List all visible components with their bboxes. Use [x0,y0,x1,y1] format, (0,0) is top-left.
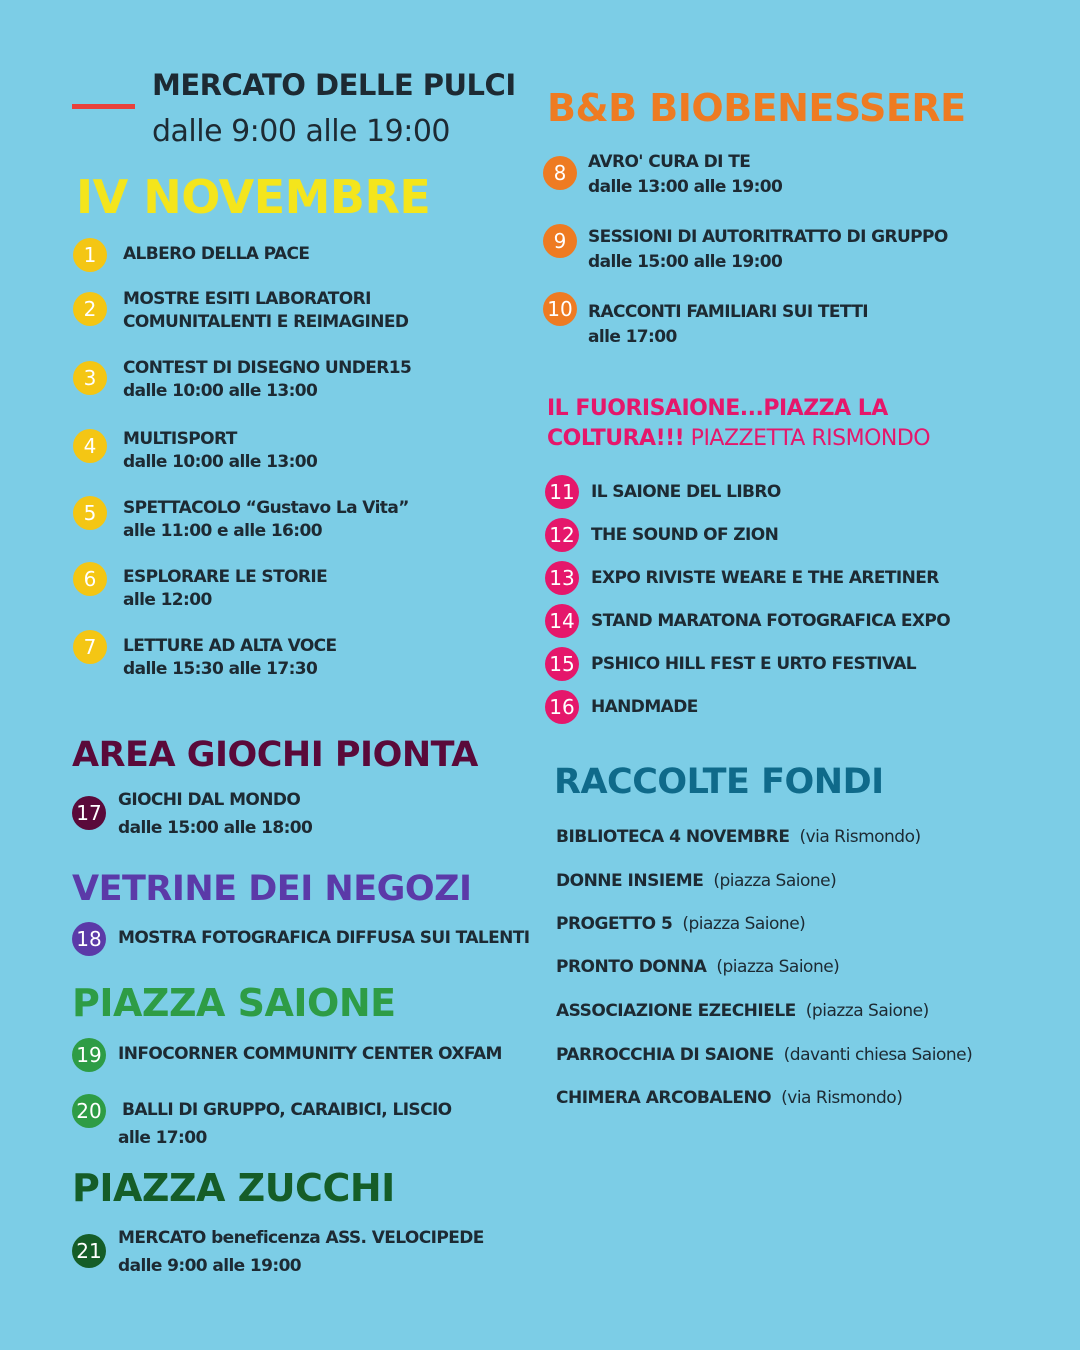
number-badge: 14 [545,604,579,638]
list-item: PROGETTO 5 (piazza Saione) [556,914,806,934]
mercato-time: dalle 9:00 alle 19:00 [152,114,450,149]
piazza-saione-heading: PIAZZA SAIONE [72,981,396,1025]
list-item: BIBLIOTECA 4 NOVEMBRE (via Rismondo) [556,827,921,847]
list-item: IL SAIONE DEL LIBRO [591,482,781,502]
number-badge: 8 [543,156,577,190]
number-badge: 17 [72,796,106,830]
list-item: SPETTACOLO “Gustavo La Vita” alle 11:00 e alle 16:00 [123,498,409,541]
number-badge: 2 [73,292,107,326]
piazza-zucchi-heading: PIAZZA ZUCCHI [72,1166,395,1210]
bb-heading: B&B BIOBENESSERE [547,86,966,130]
list-item: LETTURE AD ALTA VOCE dalle 15:30 alle 17:30 [123,636,337,679]
area-giochi-heading: AREA GIOCHI PIONTA [72,735,478,775]
fuorisaione-heading: IL FUORISAIONE...PIAZZA LA COLTURA!!! PIAZZETTA RISMONDO [547,396,931,451]
number-badge: 19 [72,1038,106,1072]
list-item: HANDMADE [591,697,698,717]
number-badge: 10 [543,292,577,326]
number-badge: 4 [73,429,107,463]
list-item: CHIMERA ARCOBALENO (via Rismondo) [556,1088,903,1108]
list-item: CONTEST DI DISEGNO UNDER15 dalle 10:00 alle 13:00 [123,358,412,401]
list-item: MOSTRA FOTOGRAFICA DIFFUSA SUI TALENTI [118,928,530,948]
list-item: RACCONTI FAMILIARI SUI TETTI alle 17:00 [588,302,869,347]
mercato-title: MERCATO DELLE PULCI [152,68,516,102]
list-item: ASSOCIAZIONE EZECHIELE (piazza Saione) [556,1001,929,1021]
number-badge: 13 [545,561,579,595]
list-item: MULTISPORT dalle 10:00 alle 13:00 [123,429,318,472]
number-badge: 16 [545,690,579,724]
list-item: MOSTRE ESITI LABORATORI COMUNITALENTI E REIMAGINED [123,289,409,332]
red-dash-decoration [72,104,135,109]
list-item: INFOCORNER COMMUNITY CENTER OXFAM [118,1044,502,1064]
raccolte-heading: RACCOLTE FONDI [554,762,884,802]
number-badge: 1 [73,238,107,272]
number-badge: 15 [545,647,579,681]
number-badge: 21 [72,1234,106,1268]
list-item: BALLI DI GRUPPO, CARAIBICI, LISCIO alle 17:00 [118,1100,452,1148]
number-badge: 6 [73,562,107,596]
number-badge: 12 [545,518,579,552]
number-badge: 11 [545,475,579,509]
iv-novembre-heading: IV NOVEMBRE [76,170,431,224]
list-item: PSHICO HILL FEST E URTO FESTIVAL [591,654,917,674]
number-badge: 3 [73,361,107,395]
number-badge: 20 [72,1094,106,1128]
list-item: ESPLORARE LE STORIE alle 12:00 [123,567,328,610]
list-item: EXPO RIVISTE WEARE E THE ARETINER [591,568,939,588]
list-item: DONNE INSIEME (piazza Saione) [556,871,837,891]
number-badge: 18 [72,922,106,956]
list-item: THE SOUND OF ZION [591,525,779,545]
list-item: PARROCCHIA DI SAIONE (davanti chiesa Saione) [556,1045,973,1065]
list-item: AVRO' CURA DI TE dalle 13:00 alle 19:00 [588,152,783,197]
number-badge: 5 [73,496,107,530]
number-badge: 7 [73,630,107,664]
list-item: GIOCHI DAL MONDO dalle 15:00 alle 18:00 [118,790,313,838]
list-item: STAND MARATONA FOTOGRAFICA EXPO [591,611,951,631]
list-item: SESSIONI DI AUTORITRATTO DI GRUPPO dalle 15:00 alle 19:00 [588,227,948,272]
list-item: ALBERO DELLA PACE [123,244,310,264]
list-item: MERCATO beneficenza ASS. VELOCIPEDE dalle 9:00 alle 19:00 [118,1228,484,1276]
list-item: PRONTO DONNA (piazza Saione) [556,957,840,977]
number-badge: 9 [543,224,577,258]
vetrine-heading: VETRINE DEI NEGOZI [72,869,472,909]
